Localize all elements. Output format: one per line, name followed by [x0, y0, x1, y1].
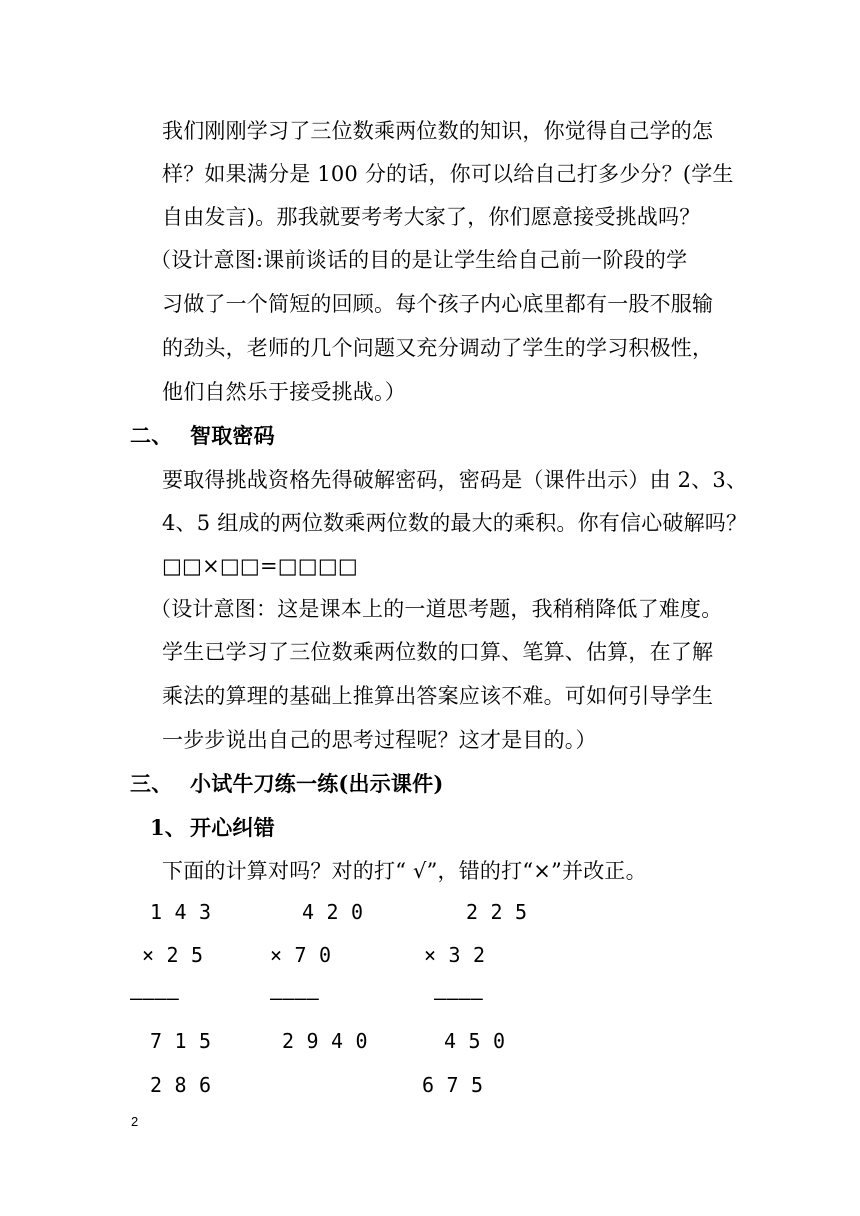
section-2-para-line-1: 要取得挑战资格先得破解密码，密码是（课件出示）由 2、3、 [162, 468, 748, 492]
section-2-title: 智取密码 [190, 423, 275, 448]
password-formula: □□×□□=□□□□ [162, 554, 358, 578]
intro-line-1: 我们刚刚学习了三位数乘两位数的知识，你觉得自己学的怎 [162, 119, 714, 143]
problem-1-top: 1 4 3 [150, 900, 212, 924]
problem-2-partial-1: 2 9 4 0 [282, 1029, 368, 1053]
section-2-design-line-1: （设计意图：这是课本上的一道思考题，我稍稍降低了难度。 [150, 597, 723, 621]
section-2-design-line-4: 一步步说出自己的思考过程呢？这才是目的。） [162, 728, 597, 752]
problem-3-partial-2: 6 7 5 [422, 1073, 484, 1097]
problem-3-partial-1: 4 5 0 [444, 1029, 506, 1053]
problem-3-rule: ———— [434, 986, 483, 1010]
problem-1-rule: ———— [130, 986, 179, 1010]
intro-line-2: 样？如果满分是 100 分的话，你可以给自己打多少分？(学生 [162, 162, 734, 186]
intro-design-line-3: 的劲头，老师的几个问题又充分调动了学生的学习积极性， [162, 336, 714, 360]
problem-3-multiplier: × 3 2 [424, 943, 486, 967]
instruction-text: 下面的计算对吗？对的打“ √”，错的打“×”并改正。 [162, 859, 647, 883]
section-2-para-line-2: 4、5 组成的两位数乘两位数的最大的乘积。你有信心破解吗？ [162, 511, 748, 535]
intro-design-line-2: 习做了一个简短的回顾。每个孩子内心底里都有一股不服输 [162, 292, 714, 316]
section-3-number: 三、 [130, 771, 173, 796]
section-2-number: 二、 [130, 423, 173, 448]
section-2-design-line-3: 乘法的算理的基础上推算出答案应该不难。可如何引导学生 [162, 684, 714, 708]
problem-2-rule: ———— [270, 986, 319, 1010]
subsection-1-number: 1、 [150, 815, 187, 840]
section-3-title: 小试牛刀练一练(出示课件) [190, 771, 444, 796]
problem-1-multiplier: × 2 5 [142, 943, 204, 967]
problem-2-multiplier: × 7 0 [270, 943, 332, 967]
problem-1-partial-1: 7 1 5 [150, 1029, 212, 1053]
page-number: 2 [131, 1114, 139, 1129]
section-2-design-line-2: 学生已学习了三位数乘两位数的口算、笔算、估算，在了解 [162, 640, 714, 664]
intro-design-line-4: 他们自然乐于接受挑战。） [162, 380, 406, 404]
problem-1-partial-2: 2 8 6 [150, 1073, 212, 1097]
intro-design-line-1: （设计意图:课前谈话的目的是让学生给自己前一阶段的学 [150, 248, 688, 272]
intro-line-3: 自由发言)。那我就要考考大家了，你们愿意接受挑战吗？ [162, 205, 701, 229]
subsection-1-title: 开心纠错 [190, 815, 275, 840]
problem-3-top: 2 2 5 [466, 900, 528, 924]
problem-2-top: 4 2 0 [302, 900, 364, 924]
